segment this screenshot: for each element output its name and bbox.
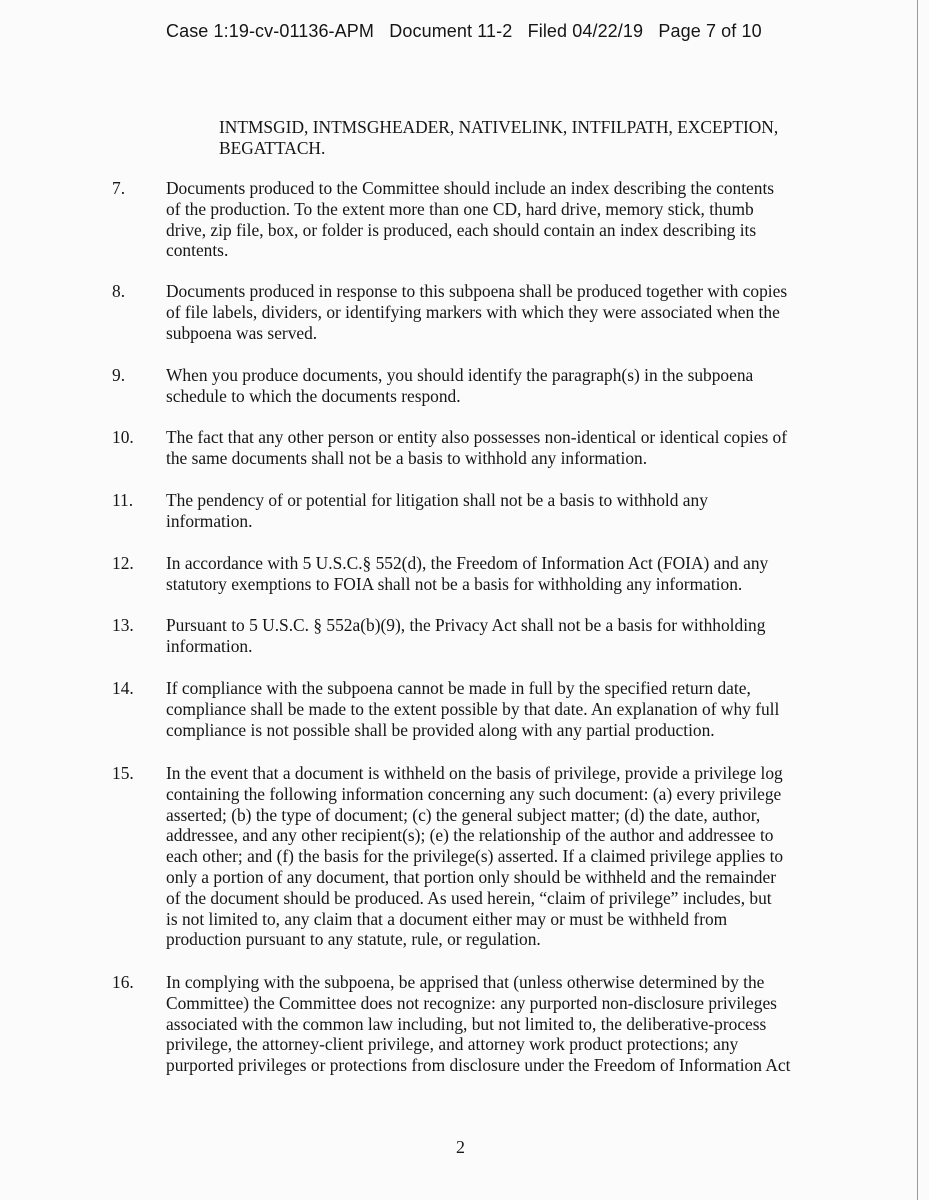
scan-edge-line bbox=[917, 0, 918, 1200]
lead-line: BEGATTACH. bbox=[219, 137, 326, 158]
text-line: containing the following information concerning any such document: (a) every privilege bbox=[166, 783, 782, 804]
text-line: Committee) the Committee does not recognize: any purported non-disclosure privileges bbox=[166, 992, 777, 1013]
text-line: In the event that a document is withheld on the basis of privilege, provide a privilege log bbox=[166, 763, 783, 783]
text-line: Pursuant to 5 U.S.C. § 552a(b)(9), the Privacy Act shall not be a basis for withholding bbox=[166, 615, 766, 635]
case-number: Case 1:19-cv-01136-APM bbox=[166, 21, 374, 41]
paragraph-text bbox=[166, 615, 826, 657]
text-line: of file labels, dividers, or identifying markers with which they were associated when the bbox=[166, 301, 780, 322]
paragraph-number: 16. bbox=[112, 972, 134, 992]
text-line: is not limited to, any claim that a document either may or must be withheld from bbox=[166, 908, 728, 929]
text-line: In accordance with 5 U.S.C.§ 552(d), the Freedom of Information Act (FOIA) and any bbox=[166, 553, 769, 573]
paragraph-text bbox=[166, 178, 826, 261]
paragraph-number: 15. bbox=[112, 763, 134, 783]
lead-continuation bbox=[219, 117, 839, 159]
text-line: production pursuant to any statute, rule, or regulation. bbox=[166, 929, 541, 950]
court-filing-header bbox=[166, 21, 762, 42]
paragraph-text bbox=[166, 553, 826, 595]
text-line: of the production. To the extent more than one CD, hard drive, memory stick, thumb bbox=[166, 198, 754, 219]
text-line: only a portion of any document, that portion only should be withheld and the remainder bbox=[166, 866, 776, 887]
text-line: The pendency of or potential for litigation shall not be a basis to withhold any bbox=[166, 490, 708, 510]
text-line: The fact that any other person or entity also possesses non-identical or identical copies of bbox=[166, 427, 788, 447]
paragraph-text bbox=[166, 281, 826, 343]
text-line: privilege, the attorney-client privilege, and attorney work product protections; any bbox=[166, 1034, 739, 1055]
filed-date: Filed 04/22/19 bbox=[527, 21, 644, 41]
text-line: drive, zip file, box, or folder is produced, each should contain an index describing its bbox=[166, 219, 757, 240]
page-number: 2 bbox=[456, 1137, 465, 1157]
paragraph-number: 11. bbox=[112, 490, 134, 510]
text-line: If compliance with the subpoena cannot be made in full by the specified return date, bbox=[166, 678, 751, 698]
paragraph-text bbox=[166, 365, 826, 407]
text-line: In complying with the subpoena, be apprised that (unless otherwise determined by the bbox=[166, 972, 765, 992]
paragraph-number: 12. bbox=[112, 553, 134, 573]
text-line: subpoena was served. bbox=[166, 322, 318, 343]
text-line: addressee, and any other recipient(s); (e) the relationship of the author and addressee to bbox=[166, 825, 774, 846]
text-line: of the document should be produced. As used herein, “claim of privilege” includes, but bbox=[166, 887, 772, 908]
text-line: contents. bbox=[166, 240, 229, 261]
text-line: Documents produced to the Committee should include an index describing the contents bbox=[166, 178, 775, 198]
text-line: compliance is not possible shall be provided along with any partial production. bbox=[166, 719, 715, 740]
text-line: Documents produced in response to this subpoena shall be produced together with copies bbox=[166, 281, 788, 301]
paragraph-number: 7. bbox=[112, 178, 126, 198]
text-line: schedule to which the documents respond. bbox=[166, 385, 461, 406]
paragraph-text bbox=[166, 490, 826, 532]
paragraph-text bbox=[166, 763, 826, 950]
paragraph-number: 10. bbox=[112, 427, 134, 447]
paragraph-number: 14. bbox=[112, 678, 134, 698]
text-line: When you produce documents, you should identify the paragraph(s) in the subpoena bbox=[166, 365, 754, 385]
paragraph-text bbox=[166, 972, 826, 1076]
paragraph-text bbox=[166, 427, 826, 469]
paragraph-number: 13. bbox=[112, 615, 134, 635]
paragraph-number: 8. bbox=[112, 281, 126, 301]
document-number: Document 11-2 bbox=[389, 21, 513, 41]
text-line: associated with the common law including, but not limited to, the deliberative-process bbox=[166, 1013, 767, 1034]
text-line: asserted; (b) the type of document; (c) the general subject matter; (d) the date, author, bbox=[166, 804, 761, 825]
text-line: statutory exemptions to FOIA shall not be a basis for withholding any information. bbox=[166, 573, 743, 594]
paragraph-text bbox=[166, 678, 826, 740]
text-line: information. bbox=[166, 510, 253, 531]
paragraph-number: 9. bbox=[112, 365, 126, 385]
page-count: Page 7 of 10 bbox=[658, 21, 762, 41]
text-line: each other; and (f) the basis for the privilege(s) asserted. If a claimed privilege applies to bbox=[166, 846, 784, 867]
text-line: the same documents shall not be a basis to withhold any information. bbox=[166, 447, 648, 468]
text-line: compliance shall be made to the extent possible by that date. An explanation of why full bbox=[166, 698, 780, 719]
text-line: purported privileges or protections from disclosure under the Freedom of Information Act bbox=[166, 1055, 791, 1076]
lead-line: INTMSGID, INTMSGHEADER, NATIVELINK, INTFILPATH, EXCEPTION, bbox=[219, 117, 779, 137]
text-line: information. bbox=[166, 635, 253, 656]
